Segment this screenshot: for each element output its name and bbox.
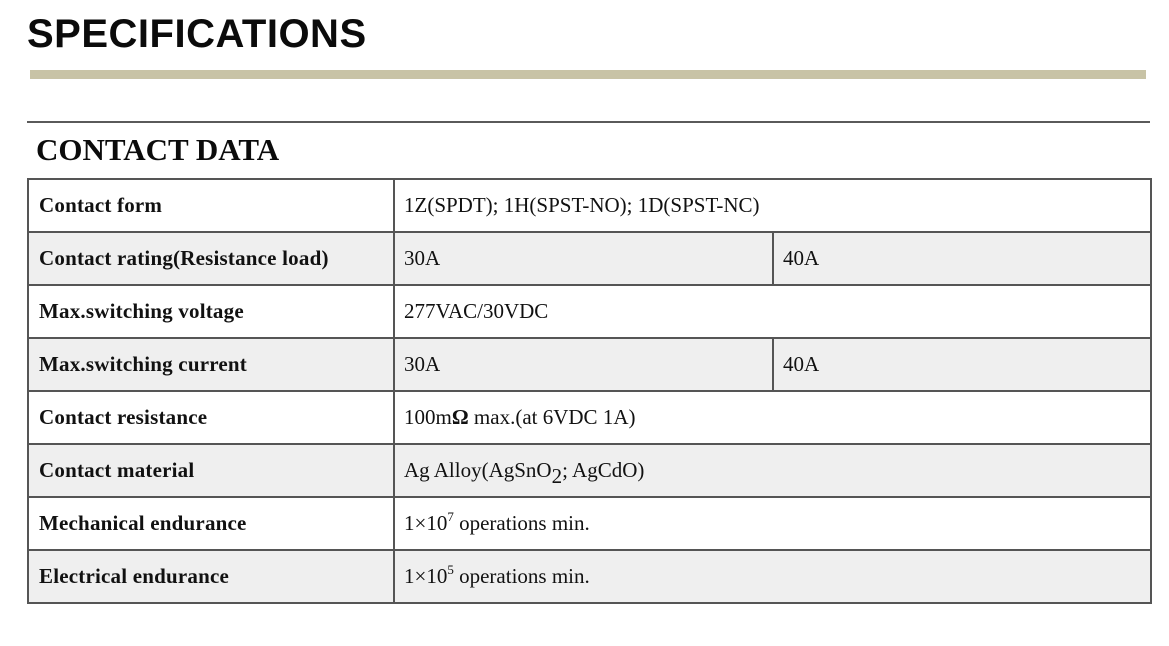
- row-value-30a: 30A: [394, 232, 773, 285]
- row-label: Max.switching voltage: [28, 285, 394, 338]
- table-row-max-switching-voltage: [28, 285, 1151, 338]
- row-value: 277VAC/30VDC: [394, 285, 1151, 338]
- row-label: Mechanical endurance: [28, 497, 394, 550]
- section-title: CONTACT DATA: [36, 132, 280, 167]
- table-row-mechanical-endurance: [28, 497, 1151, 550]
- title-underline-bar: [30, 70, 1146, 79]
- ohm-symbol: Ω: [451, 405, 469, 429]
- row-value: [394, 391, 1151, 444]
- table-row-contact-resistance: [28, 391, 1151, 444]
- row-label: Contact rating(Resistance load): [28, 232, 394, 285]
- value-prefix: Ag Alloy(AgSnO: [404, 458, 552, 482]
- row-value-40a: 40A: [773, 338, 1151, 391]
- row-value: [394, 497, 1151, 550]
- value-suffix: ; AgCdO): [562, 458, 645, 482]
- row-value: [394, 550, 1151, 603]
- value-base: 1×10: [404, 564, 448, 588]
- value-exponent: 5: [447, 562, 454, 577]
- row-label: Contact material: [28, 444, 394, 497]
- row-value: [394, 444, 1151, 497]
- value-base: 1×10: [404, 511, 448, 535]
- row-value-30a: 30A: [394, 338, 773, 391]
- row-label: Electrical endurance: [28, 550, 394, 603]
- table-row-contact-form: [28, 179, 1151, 232]
- value-prefix: 100m: [404, 405, 452, 429]
- table-row-contact-rating: [28, 232, 1151, 285]
- value-suffix: operations min.: [453, 564, 590, 588]
- value-suffix: max.(at 6VDC 1A): [468, 405, 636, 429]
- row-label: Contact form: [28, 179, 394, 232]
- value-exponent: 7: [447, 509, 454, 524]
- value-suffix: operations min.: [453, 511, 590, 535]
- row-label: Contact resistance: [28, 391, 394, 444]
- page-title: SPECIFICATIONS: [27, 12, 367, 56]
- table-row-electrical-endurance: [28, 550, 1151, 603]
- contact-data-table: [27, 178, 1152, 604]
- row-label: Max.switching current: [28, 338, 394, 391]
- table-row-max-switching-current: [28, 338, 1151, 391]
- value-subscript: 2: [551, 464, 563, 488]
- section-divider: [27, 121, 1150, 123]
- row-value-40a: 40A: [773, 232, 1151, 285]
- table-row-contact-material: [28, 444, 1151, 497]
- row-value: 1Z(SPDT); 1H(SPST-NO); 1D(SPST-NC): [394, 179, 1151, 232]
